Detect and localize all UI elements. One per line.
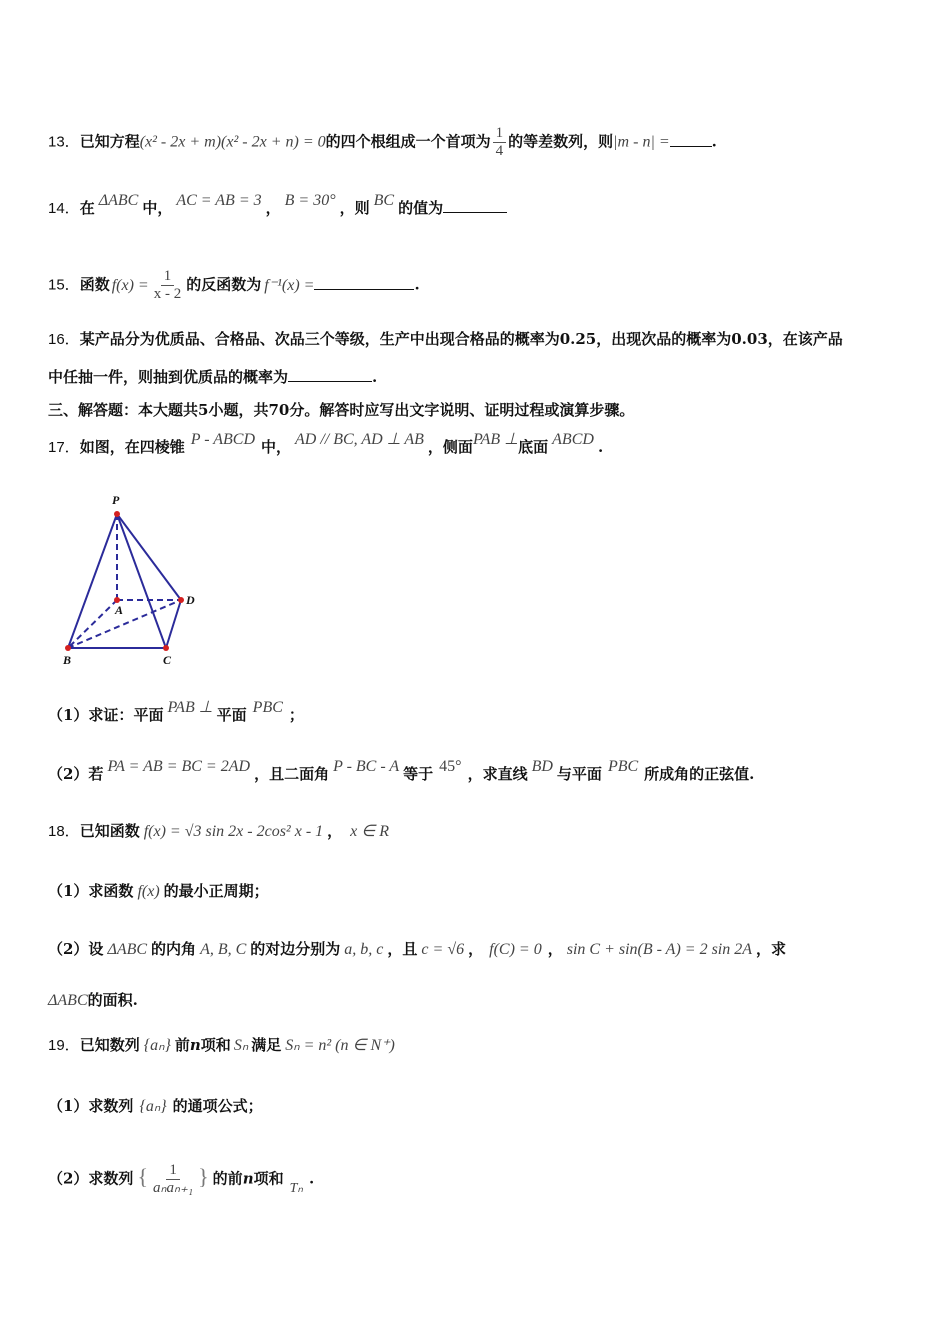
math-expression: |m - n| = <box>613 133 670 151</box>
math-expression: BD <box>531 758 553 775</box>
question-19 <box>48 1034 395 1057</box>
question-number: 15． <box>48 276 80 294</box>
question-number: 14． <box>48 200 80 217</box>
question-text: 平面 <box>216 706 247 724</box>
question-text: 前 <box>174 1036 190 1054</box>
math-expression: AD // BC, AD ⊥ AB <box>295 431 424 448</box>
math-expression: PBC <box>607 758 639 775</box>
vertex-p <box>114 511 120 517</box>
question-text: 底面 <box>518 438 549 456</box>
question-text: 的面积. <box>87 991 138 1009</box>
question-text: 某产品分为优质品、合格品、次品三个等级，生产中出现合格品的概率为0.25，出现次品的概率为0.03，在该产品 <box>79 330 843 348</box>
question-text: 的四个根组成一个首项为 <box>325 132 491 151</box>
question-16 <box>48 328 843 351</box>
question-text: 已知方程 <box>79 132 140 151</box>
question-text: 项和 <box>253 1169 284 1188</box>
question-number: 18． <box>48 823 80 840</box>
math-expression: sin C + sin(B - A) = 2 sin 2A <box>566 941 753 958</box>
edge-cd <box>166 600 181 648</box>
fraction-numerator: 1 <box>166 1162 180 1180</box>
question-text: ； <box>288 706 304 724</box>
question-number: 19． <box>48 1037 80 1054</box>
question-text: 等于 <box>403 765 434 783</box>
math-expression: {aₙ} <box>139 1098 167 1115</box>
math-expression: PA = AB = BC = 2AD <box>107 758 251 775</box>
question-text: 已知函数 <box>79 822 140 840</box>
label-d: D <box>186 593 195 607</box>
question-text: 的前 <box>212 1169 243 1188</box>
question-text: 所成角的正弦值. <box>644 765 755 783</box>
question-text: ，求 <box>756 940 787 958</box>
question-text: 的等差数列，则 <box>508 132 614 151</box>
question-17 <box>48 431 604 459</box>
pyramid-figure <box>55 490 215 670</box>
question-text: 的内角 <box>151 940 197 958</box>
math-expression: Tₙ <box>289 1180 303 1196</box>
section-heading: 三、解答题：本大题共5小题，共70分。解答时应写出文字说明、证明过程或演算步骤。 <box>48 401 635 419</box>
math-expression: Sₙ = n² (n ∈ N⁺) <box>285 1037 395 1054</box>
question-15 <box>48 268 420 303</box>
math-expression: A, B, C <box>200 941 247 958</box>
math-expression: ΔABC <box>107 941 148 958</box>
question-18 <box>48 820 389 843</box>
question-text: （1）求数列 <box>48 1097 134 1115</box>
question-19-part-2 <box>48 1162 314 1197</box>
vertex-b <box>65 645 71 651</box>
math-expression: ΔABC <box>48 992 88 1009</box>
question-number: 17． <box>48 439 80 456</box>
question-19-part-1 <box>48 1095 263 1118</box>
question-text: 的最小正周期； <box>163 882 269 900</box>
math-expression: P - BC - A <box>333 758 400 775</box>
question-text: ，求直线 <box>467 765 528 783</box>
question-18-part-1 <box>48 880 269 903</box>
question-text: ，且 <box>387 940 418 958</box>
math-expression: f(x) = √3 sin 2x - 2cos² x - 1 <box>143 823 324 840</box>
question-text: . <box>414 275 420 294</box>
fraction <box>151 268 185 303</box>
left-brace: { <box>137 1163 149 1189</box>
question-17-part-2 <box>48 758 755 786</box>
fraction-denominator: 4 <box>495 143 504 159</box>
question-text: 如图，在四棱锥 <box>79 438 185 456</box>
question-text: ， <box>547 940 563 958</box>
math-expression: 45° <box>439 758 462 775</box>
answer-blank[interactable] <box>288 367 372 382</box>
question-text: ， <box>468 940 484 958</box>
vertex-d <box>178 597 184 603</box>
question-13 <box>48 125 717 160</box>
math-expression: ABCD <box>552 431 594 448</box>
edge-pc <box>117 514 166 648</box>
label-c: C <box>163 653 172 667</box>
question-text: 的通项公式； <box>172 1097 263 1115</box>
math-expression: ΔABC <box>98 192 139 209</box>
answer-blank[interactable] <box>314 275 414 290</box>
question-text: 在 <box>79 199 95 217</box>
question-text: （1）求证：平面 <box>48 706 164 724</box>
math-expression: f(x) = <box>111 276 149 294</box>
math-expression: AC = AB = 3 <box>176 192 262 209</box>
question-text: 项和 <box>200 1036 231 1054</box>
edge-pb <box>68 514 117 648</box>
question-text: 中， <box>261 438 292 456</box>
math-expression: B = 30° <box>284 192 336 209</box>
math-expression: x ∈ R <box>350 823 389 840</box>
answer-blank[interactable] <box>670 132 712 147</box>
question-text: （1）求函数 <box>48 882 134 900</box>
question-text: 函数 <box>79 275 110 294</box>
question-text: 的值为 <box>398 199 444 217</box>
math-expression: PAB ⊥ <box>167 699 213 716</box>
question-text: 中任抽一件，则抽到优质品的概率为 <box>48 368 289 386</box>
variable-n: n <box>242 1169 254 1188</box>
edge-pd <box>117 514 181 600</box>
fraction <box>150 1162 196 1197</box>
question-number: 16． <box>48 331 80 348</box>
fraction-denominator: x - 2 <box>153 286 182 302</box>
math-expression: f(x) <box>137 883 160 900</box>
question-text: 的反函数为 <box>186 275 262 294</box>
math-expression: PBC <box>252 699 283 716</box>
right-brace: } <box>198 1163 209 1189</box>
question-number: 13． <box>48 133 80 151</box>
question-16-continued <box>48 366 377 388</box>
question-text: ， <box>265 199 281 217</box>
math-expression: P - ABCD <box>190 431 255 448</box>
question-text: . <box>597 438 604 456</box>
answer-blank[interactable] <box>443 198 507 213</box>
question-text: ，侧面 <box>427 438 473 456</box>
math-expression: f(C) = 0 <box>489 941 542 958</box>
question-text: 中， <box>142 199 173 217</box>
math-expression: f⁻¹(x) = <box>264 276 315 294</box>
fraction-denominator: aₙaₙ₊₁ <box>153 1180 194 1196</box>
question-text: （2）设 <box>48 940 104 958</box>
question-text: 已知数列 <box>79 1036 140 1054</box>
fraction <box>493 125 507 160</box>
question-text: . <box>372 368 378 386</box>
question-text: . <box>711 132 717 151</box>
label-b: B <box>63 653 72 667</box>
question-text: ，且二面角 <box>254 765 330 783</box>
question-text: （2）若 <box>48 765 104 783</box>
fraction-numerator: 1 <box>493 125 507 143</box>
question-17-part-1 <box>48 699 304 727</box>
question-text: 的对边分别为 <box>250 940 341 958</box>
question-text: 与平面 <box>556 765 602 783</box>
label-p: P <box>112 493 120 507</box>
question-text: ， <box>327 822 343 840</box>
math-expression: Sₙ <box>233 1037 249 1054</box>
math-expression: BC <box>373 192 395 209</box>
math-expression: a, b, c <box>344 941 384 958</box>
math-expression: c = √6 <box>421 941 465 958</box>
math-expression: {aₙ} <box>143 1037 171 1054</box>
edge-ab <box>68 600 117 648</box>
question-18-part-2-continued <box>48 989 138 1012</box>
variable-n: n <box>189 1036 201 1054</box>
question-14 <box>48 192 507 220</box>
question-text: . <box>308 1169 315 1188</box>
question-text: 满足 <box>251 1036 282 1054</box>
vertex-c <box>163 645 169 651</box>
question-18-part-2 <box>48 938 786 961</box>
question-text: （2）求数列 <box>48 1169 134 1188</box>
fraction-numerator: 1 <box>161 268 175 286</box>
question-text: ，则 <box>339 199 370 217</box>
equation: (x² - 2x + m)(x² - 2x + n) = 0 <box>139 133 326 151</box>
math-expression: PAB ⊥ <box>472 431 519 448</box>
label-a: A <box>115 603 124 617</box>
